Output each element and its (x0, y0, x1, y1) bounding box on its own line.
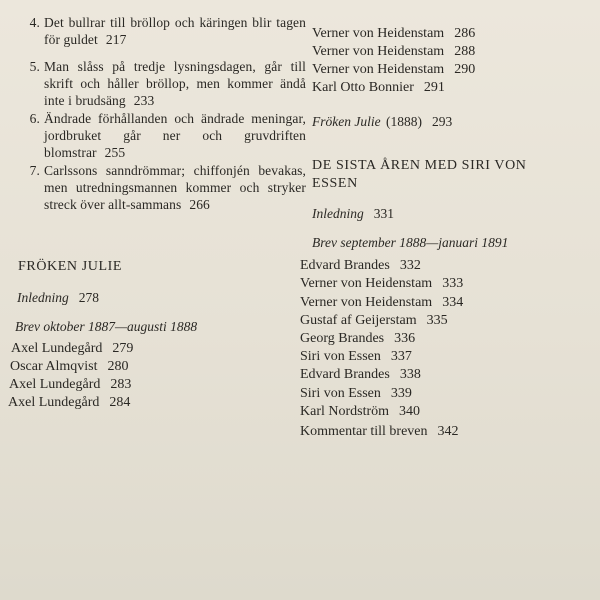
entry-name: Axel Lundegård (9, 377, 101, 392)
entry-page: 332 (399, 258, 421, 273)
entry-page: 339 (390, 386, 412, 401)
section-title: FRÖKEN JULIE (18, 259, 123, 274)
entry-page: 284 (109, 395, 131, 410)
inledning-entry (17, 290, 99, 306)
froken-year: (1888) (385, 114, 422, 129)
entry-page: 336 (394, 331, 416, 346)
toc-entry (300, 313, 448, 329)
toc-entry (300, 424, 459, 440)
item-text: Ändrade förhållanden och ändrade meningar, jordbruket går ner och gruvdriften blomstrar (44, 111, 306, 160)
toc-entry (312, 62, 475, 78)
entry-name: Oscar Almqvist (10, 359, 98, 374)
inledning-page: 278 (78, 290, 99, 305)
entry-name: Siri von Essen (300, 386, 381, 401)
brev-heading: Brev september 1888—januari 1891 (312, 235, 509, 250)
entry-page: 286 (454, 26, 476, 41)
entry-page: 335 (426, 313, 448, 328)
item-text: Carlssons sanndrömmar; chiffonjén bevakas, men utredningsmannen kommer och stryker streck över allt-sammans (44, 163, 306, 212)
toc-entry (300, 404, 420, 420)
froken-label: Fröken Julie (312, 114, 381, 129)
entry-page: 342 (437, 424, 459, 439)
froken-julie-entry (312, 114, 452, 130)
inledning-entry (312, 206, 394, 222)
froken-page: 293 (431, 114, 453, 129)
toc-entry (312, 26, 475, 42)
inledning-page: 331 (373, 206, 394, 221)
item-text: Man slåss på tredje lysningsdagen, går till skrift och håller bröllop, men kommer ändå inte i brudsäng (44, 59, 306, 108)
entry-page: 290 (454, 62, 476, 77)
entry-name: Verner von Heidenstam (312, 26, 445, 41)
item-text: Det bullrar till bröllop och käringen blir tagen för guldet (44, 15, 306, 47)
toc-entry (300, 386, 412, 402)
entry-name: Georg Brandes (300, 331, 385, 346)
item-number: 4. (29, 15, 40, 30)
toc-entry (300, 349, 412, 365)
entry-page: 334 (442, 295, 464, 310)
entry-page: 333 (442, 276, 464, 291)
item-page: 255 (104, 145, 126, 160)
brev-heading: Brev oktober 1887—augusti 1888 (15, 319, 198, 334)
entry-page: 283 (110, 377, 132, 392)
entry-name: Edvard Brandes (300, 258, 390, 273)
entry-page: 337 (390, 349, 412, 364)
entry-page: 340 (399, 404, 421, 419)
entry-name: Karl Otto Bonnier (312, 80, 414, 95)
entry-name: Verner von Heidenstam (312, 62, 445, 77)
item-page: 217 (105, 32, 127, 47)
item-page: 266 (189, 197, 210, 212)
toc-entry (312, 80, 445, 96)
toc-entry (11, 341, 133, 357)
entry-page: 288 (454, 44, 476, 59)
inledning-label: Inledning (312, 206, 364, 221)
toc-entry (300, 367, 421, 383)
toc-entry (312, 44, 475, 60)
entry-page: 291 (423, 80, 445, 95)
entry-name: Gustaf af Geijerstam (300, 313, 417, 328)
entry-name: Verner von Heidenstam (300, 276, 433, 291)
entry-name: Verner von Heidenstam (300, 295, 433, 310)
section-title-line1: DE SISTA ÅREN MED SIRI VON (312, 158, 527, 173)
entry-name: Siri von Essen (300, 349, 381, 364)
entry-name: Axel Lundegård (8, 395, 100, 410)
toc-entry (300, 331, 415, 347)
section-title-line2: ESSEN (312, 176, 358, 191)
toc-entry (300, 258, 421, 274)
toc-entry (300, 276, 463, 292)
entry-name: Edvard Brandes (300, 367, 390, 382)
entry-name: Karl Nordström (300, 404, 390, 419)
entry-name: Kommentar till breven (300, 424, 428, 439)
toc-entry (300, 295, 463, 311)
entry-page: 280 (107, 359, 129, 374)
item-number: 6. (29, 111, 40, 126)
toc-entry (10, 359, 129, 375)
entry-page: 338 (399, 367, 421, 382)
entry-name: Axel Lundegård (11, 341, 103, 356)
toc-entry (9, 377, 131, 393)
toc-entry (8, 395, 130, 411)
entry-name: Verner von Heidenstam (312, 44, 445, 59)
item-number: 5. (29, 59, 40, 74)
inledning-label: Inledning (17, 290, 69, 305)
item-number: 7. (29, 163, 40, 178)
item-page: 233 (133, 93, 155, 108)
entry-page: 279 (112, 341, 134, 356)
